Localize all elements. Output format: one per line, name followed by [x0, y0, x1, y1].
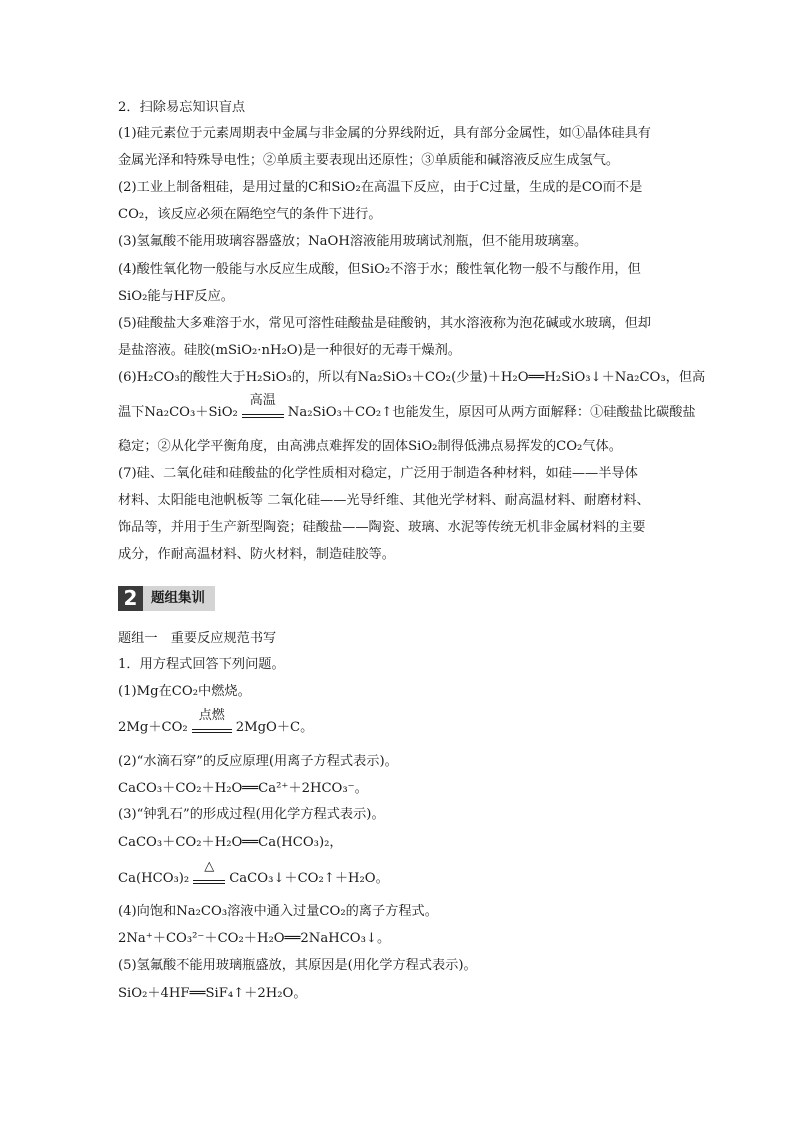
question-group-title: 题组一 重要反应规范书写	[118, 631, 277, 646]
point-5-line-1: (5)硅酸盐大多难溶于水，常见可溶性硅酸盐是硅酸钠，其水溶液称为泡花碱或水玻璃，但却	[118, 316, 651, 331]
question-1-1-answer	[118, 708, 314, 737]
condition-ignite: 点燃	[198, 708, 225, 723]
question-1-prompt: 1．用方程式回答下列问题。	[118, 657, 285, 672]
question-1-2-answer: CaCO₃＋CO₂＋H₂O══Ca²⁺＋2HCO₃⁻。	[118, 781, 368, 796]
condition-heat-icon: △	[204, 859, 215, 874]
condition-high-temperature: 高温	[249, 393, 276, 408]
answer-products: CaCO₃↓＋CO₂↑＋H₂O。	[229, 871, 389, 886]
point-5-line-2: 是盐溶液。硅胶(mSiO₂·nH₂O)是一种很好的无毒干燥剂。	[118, 343, 461, 358]
point-3: (3)氢氟酸不能用玻璃容器盛放；NaOH溶液能用玻璃试剂瓶，但不能用玻璃塞。	[118, 234, 588, 249]
question-1-5-answer: SiO₂＋4HF══SiF₄↑＋2H₂O。	[118, 986, 307, 1001]
question-1-5: (5)氢氟酸不能用玻璃瓶盛放，其原因是(用化学方程式表示)。	[118, 958, 477, 973]
reaction-condition-arrow	[242, 393, 284, 418]
question-1-3-answer-2	[118, 859, 389, 888]
section-badge-title: 题组集训	[151, 590, 205, 606]
answer-reactants: Ca(HCO₃)₂	[118, 871, 190, 886]
point-7-line-2: 材料、太阳能电池帆板等 二氧化硅——光导纤维、其他光学材料、耐高温材料、耐磨材料、	[118, 493, 650, 508]
question-1-4: (4)向饱和Na₂CO₃溶液中通入过量CO₂的离子方程式。	[118, 904, 438, 919]
point-4-line-2: SiO₂能与HF反应。	[118, 289, 234, 304]
question-1-3: (3)“钟乳石”的形成过程(用化学方程式表示)。	[118, 807, 385, 822]
point-1-line-1: (1)硅元素位于元素周期表中金属与非金属的分界线附近，具有部分金属性，如①晶体硅具有	[118, 126, 651, 141]
point-2-line-1: (2)工业上制备粗硅，是用过量的C和SiO₂在高温下反应，由于C过量，生成的是CO而不是	[118, 180, 643, 195]
section-heading-knowledge-points: 2．扫除易忘知识盲点	[118, 100, 246, 115]
point-6-line-2	[118, 393, 696, 422]
point-7-line-3: 饰品等，并用于生产新型陶瓷；硅酸盐——陶瓷、玻璃、水泥等传统无机非金属材料的主要	[118, 520, 646, 535]
section-badge	[118, 586, 215, 611]
reaction-condition-arrow	[193, 859, 225, 884]
answer-products: 2MgO＋C。	[235, 720, 314, 735]
section-badge-number: 2	[118, 586, 143, 611]
question-1-1: (1)Mg在CO₂中燃烧。	[118, 684, 251, 699]
point-1-line-2: 金属光泽和特殊导电性；②单质主要表现出还原性；③单质能和碱溶液反应生成氢气。	[118, 153, 620, 168]
point-7-line-4: 成分，作耐高温材料、防火材料，制造硅胶等。	[118, 547, 395, 562]
equation-products: Na₂SiO₃＋CO₂↑也能发生，原因可从两方面解释：①硅酸盐比碳酸盐	[287, 405, 696, 420]
question-1-2: (2)“水滴石穿”的反应原理(用离子方程式表示)。	[118, 754, 398, 769]
question-1-4-answer: 2Na⁺＋CO₃²⁻＋CO₂＋H₂O══2NaHCO₃↓。	[118, 931, 391, 946]
reaction-condition-arrow	[192, 708, 232, 733]
answer-reactants: 2Mg＋CO₂	[118, 720, 188, 735]
question-1-3-answer-1: CaCO₃＋CO₂＋H₂O══Ca(HCO₃)₂，	[118, 835, 343, 850]
equation-reactants: 温下Na₂CO₃＋SiO₂	[118, 405, 238, 420]
point-6-line-3: 稳定；②从化学平衡角度，由高沸点难挥发的固体SiO₂制得低沸点易挥发的CO₂气体。	[118, 439, 622, 454]
point-6-line-1: (6)H₂CO₃的酸性大于H₂SiO₃的，所以有Na₂SiO₃＋CO₂(少量)＋H₂O══H₂SiO₃↓＋Na₂CO₃，但高	[118, 370, 706, 385]
point-7-line-1: (7)硅、二氧化硅和硅酸盐的化学性质相对稳定，广泛用于制造各种材料，如硅——半导体	[118, 466, 638, 481]
point-2-line-2: CO₂，该反应必须在隔绝空气的条件下进行。	[118, 207, 382, 222]
point-4-line-1: (4)酸性氧化物一般能与水反应生成酸，但SiO₂不溶于水；酸性氧化物一般不与酸作用，但	[118, 262, 641, 277]
